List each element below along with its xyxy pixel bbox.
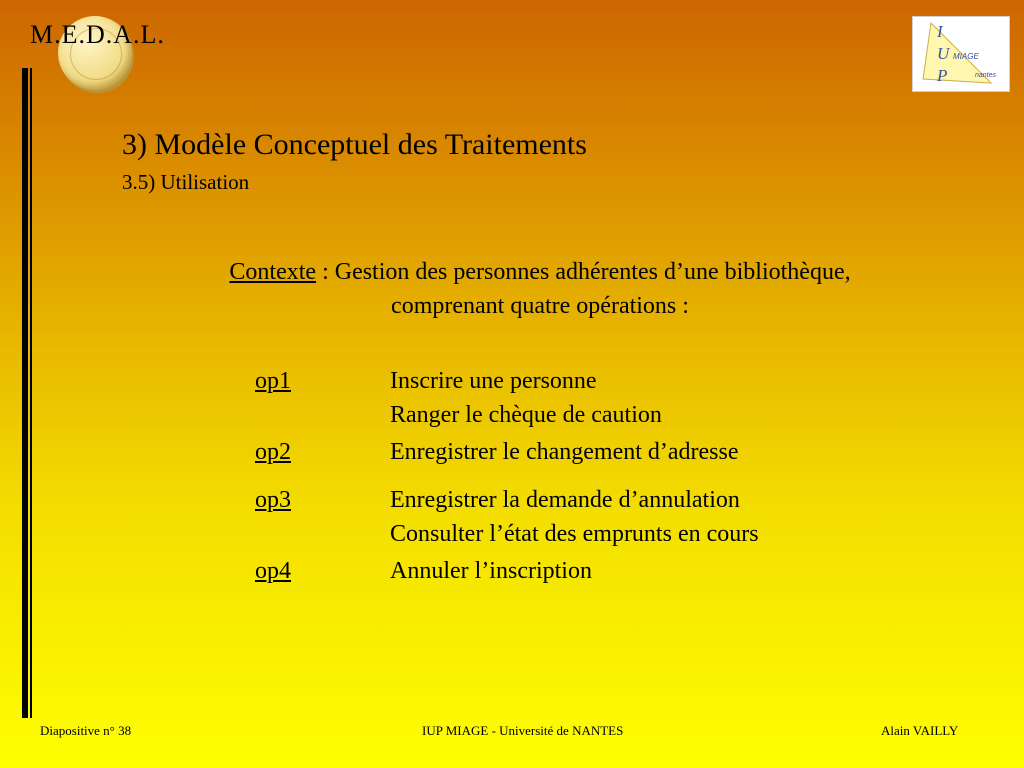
operation-description: Ranger le chèque de caution (390, 402, 662, 428)
slide-title: 3) Modèle Conceptuel des Traitements (122, 128, 587, 161)
left-vertical-bar-thin (30, 68, 32, 718)
logo-word-miage: MIAGE (953, 52, 979, 61)
operation-description: Annuler l’inscription (390, 558, 592, 584)
operation-description: Consulter l’état des emprunts en cours (390, 521, 759, 547)
logo-letter-u: U (937, 44, 950, 63)
context-text-line1: : Gestion des personnes adhérentes d’une bibliothèque, (316, 259, 851, 285)
footer-slide-number: Diapositive n° 38 (40, 723, 132, 738)
logo-word-nantes: nantes (975, 72, 997, 79)
logo-letter-i: I (937, 22, 943, 41)
slide-subtitle: 3.5) Utilisation (122, 170, 250, 194)
operation-id: op1 (255, 368, 291, 394)
operation-id: op2 (255, 439, 291, 465)
operation-description: Enregistrer la demande d’annulation (390, 487, 740, 513)
operation-row (255, 554, 759, 588)
operation-description: Enregistrer le changement d’adresse (390, 439, 739, 465)
operation-row (255, 483, 759, 551)
iup-miage-logo (912, 16, 1010, 92)
context-label: Contexte (229, 259, 317, 285)
operations-list (255, 364, 759, 588)
footer-institution: IUP MIAGE - Université de NANTES (422, 723, 624, 738)
brand-title: M.E.D.A.L. (30, 20, 165, 49)
left-vertical-bar (22, 68, 28, 718)
logo-letter-p: P (937, 66, 948, 85)
operation-description: Inscrire une personne (390, 368, 597, 394)
operation-row (255, 435, 759, 469)
operation-row (255, 364, 759, 432)
operation-id: op4 (255, 558, 291, 584)
context-paragraph (140, 255, 940, 323)
footer-author: Alain VAILLY (881, 723, 959, 738)
operation-id: op3 (255, 487, 291, 513)
context-text-line2: comprenant quatre opérations : (391, 293, 689, 319)
